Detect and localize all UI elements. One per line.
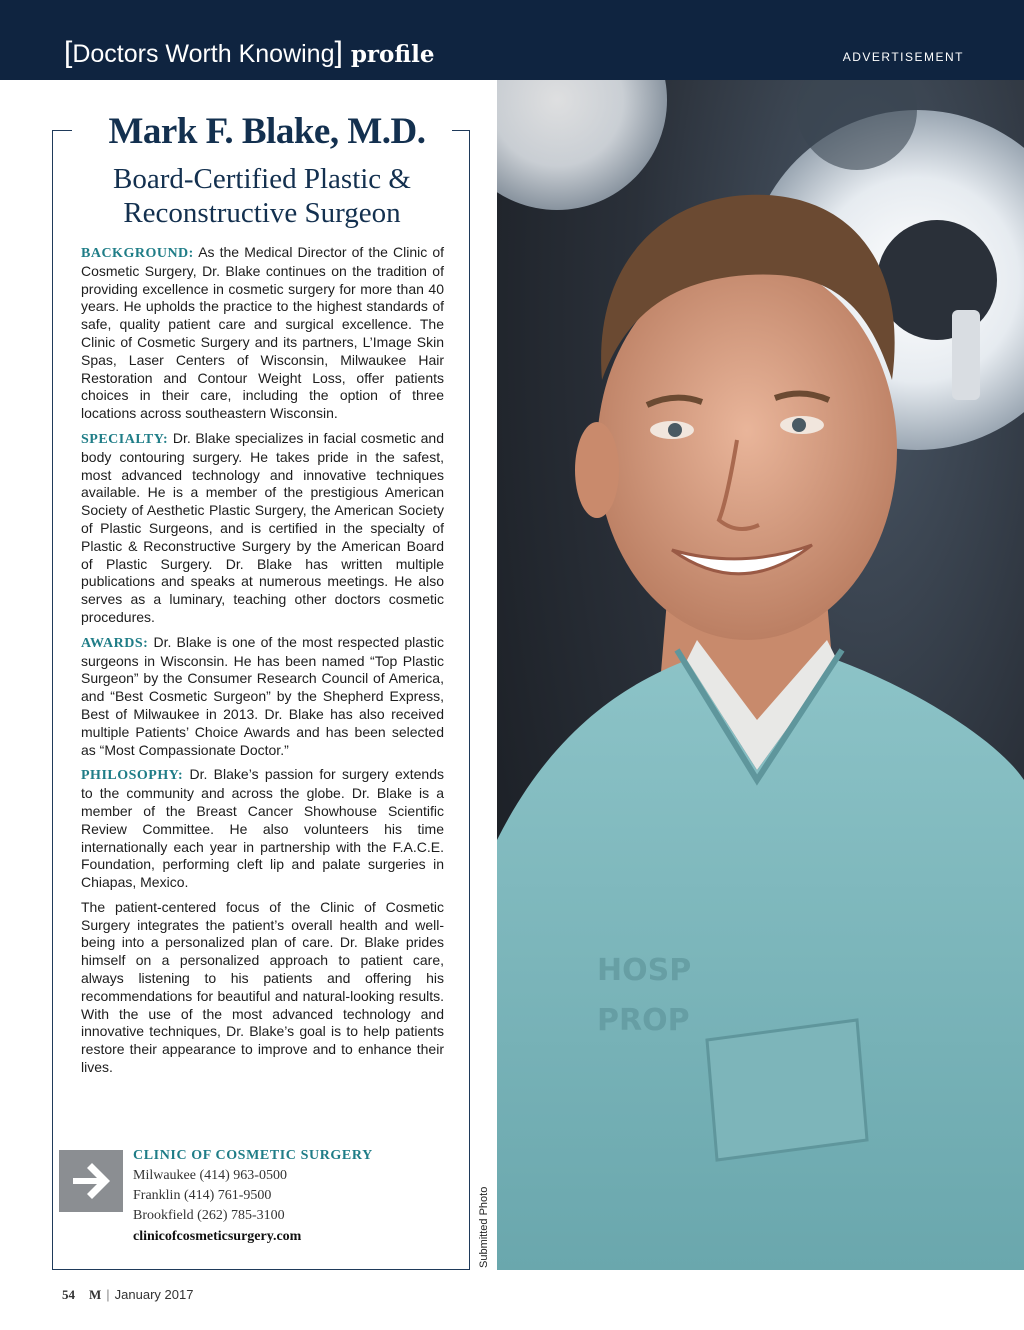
header-band	[0, 0, 1024, 80]
frame-right-rule	[469, 130, 470, 1270]
portrait-illustration	[497, 80, 1024, 1270]
advertisement-label: ADVERTISEMENT	[842, 50, 964, 64]
magazine-logo: M	[89, 1287, 102, 1302]
arrow-right-icon-svg	[59, 1150, 123, 1212]
bracket-close: ]	[334, 36, 343, 69]
frame-left-rule	[52, 130, 53, 1270]
frame-top-left-rule	[52, 130, 72, 131]
specialty-paragraph	[81, 430, 444, 627]
svg-text:HOSP: HOSP	[597, 953, 692, 988]
arrow-right-icon	[59, 1150, 123, 1212]
background-paragraph	[81, 244, 444, 423]
phone-franklin[interactable]: Franklin (414) 761-9500	[133, 1188, 272, 1203]
specialty-label: SPECIALTY:	[81, 431, 169, 447]
philosophy-label: PHILOSOPHY:	[81, 768, 184, 784]
photo-credit: Submitted Photo	[478, 1186, 490, 1268]
specialty-text: Dr. Blake specializes in facial cosmetic and body contouring surgery. He takes pride in the safest, most advanced technology and innovative techniques available. He is a member of the prestigious American Society of Aesthetic Plastic Surgery, the American Society of Plastic Surgeons, and is certified in the specialty of Plastic & Reconstructive Surgery by the American Board of Plastic Surgery. Dr. Blake has written multiple publications and speaks at numerous meetings. He also serves as a luminary, teaching other doctors cosmetic procedures.	[81, 429, 444, 625]
doctor-title	[70, 162, 454, 230]
issue-date: January 2017	[114, 1287, 194, 1302]
section-name: Doctors Worth Knowing	[72, 40, 335, 68]
phone-milwaukee[interactable]: Milwaukee (414) 963-0500	[133, 1168, 287, 1183]
contact-block	[133, 1148, 373, 1245]
page-number: 54	[62, 1287, 75, 1302]
background-label: BACKGROUND:	[81, 246, 194, 261]
section-tag: profile	[350, 41, 435, 68]
footer-separator: |	[106, 1287, 110, 1302]
philosophy-paragraph	[81, 766, 444, 892]
phone-brookfield[interactable]: Brookfield (262) 785-3100	[133, 1208, 285, 1223]
page-footer	[62, 1287, 193, 1303]
profile-body	[81, 244, 444, 1084]
awards-label: AWARDS:	[81, 635, 149, 651]
doctor-title-line1: Board-Certified Plastic &	[113, 163, 411, 195]
awards-paragraph	[81, 634, 444, 760]
closing-paragraph: The patient-centered focus of the Clinic of Cosmetic Surgery integrates the patient’s overall health and well-being into a personalized plan of care. Dr. Blake prides himself on a personalized approach to patient care, always listening to his patients and offering his recommendations for beautiful and natural-looking results. With the use of the most advanced technology and innovative techniques, Dr. Blake’s goal is to help patients restore their appearance to improve and to enhance their lives.	[81, 898, 444, 1076]
bracket-open: [	[64, 36, 73, 69]
background-text: As the Medical Director of the Clinic of Cosmetic Surgery, Dr. Blake continues on the tradition of providing excellence in cosmetic surgery for more than 40 years. He upholds the practice to the highest standards of safe, quality patient care and surgical excellence. The Clinic of Cosmetic Surgery and its partners, L’Image Skin Spas, Laser Centers of Wisconsin, Milwaukee Hair Restoration and Contour Weight Loss, offer patients choices in their care, including the option of three locations across southeastern Wisconsin.	[81, 244, 444, 422]
doctor-photo	[497, 80, 1024, 1270]
frame-bottom-rule	[52, 1269, 470, 1270]
awards-text: Dr. Blake is one of the most respected plastic surgeons in Wisconsin. He has been named “Top Plastic Surgeon” by the Consumer Research Council of America, and “Best Cosmetic Surgeon” by the Shepherd Express, Best of Milwaukee in 2013. Dr. Blake has also received multiple Patients’ Choice Awards and has been selected as “Most Compassionate Doctor.”	[81, 633, 444, 758]
frame-top-right-rule	[452, 130, 470, 131]
section-title	[64, 36, 434, 70]
doctor-name: Mark F. Blake, M.D.	[108, 111, 426, 152]
website-link[interactable]: clinicofcosmeticsurgery.com	[133, 1229, 302, 1244]
philosophy-text: Dr. Blake’s passion for surgery extends to the community and across the globe. Dr. Blake is a member of the Breast Cancer Showhouse Scientific Review Committee. He also volunteers his time internationally each year in partnership with the F.A.C.E. Foundation, performing cleft lip and palate surgeries in Chiapas, Mexico.	[81, 766, 444, 891]
svg-text:PROP: PROP	[597, 1003, 690, 1038]
doctor-title-line2: Reconstructive Surgeon	[123, 197, 401, 229]
clinic-name: CLINIC OF COSMETIC SURGERY	[133, 1148, 373, 1163]
